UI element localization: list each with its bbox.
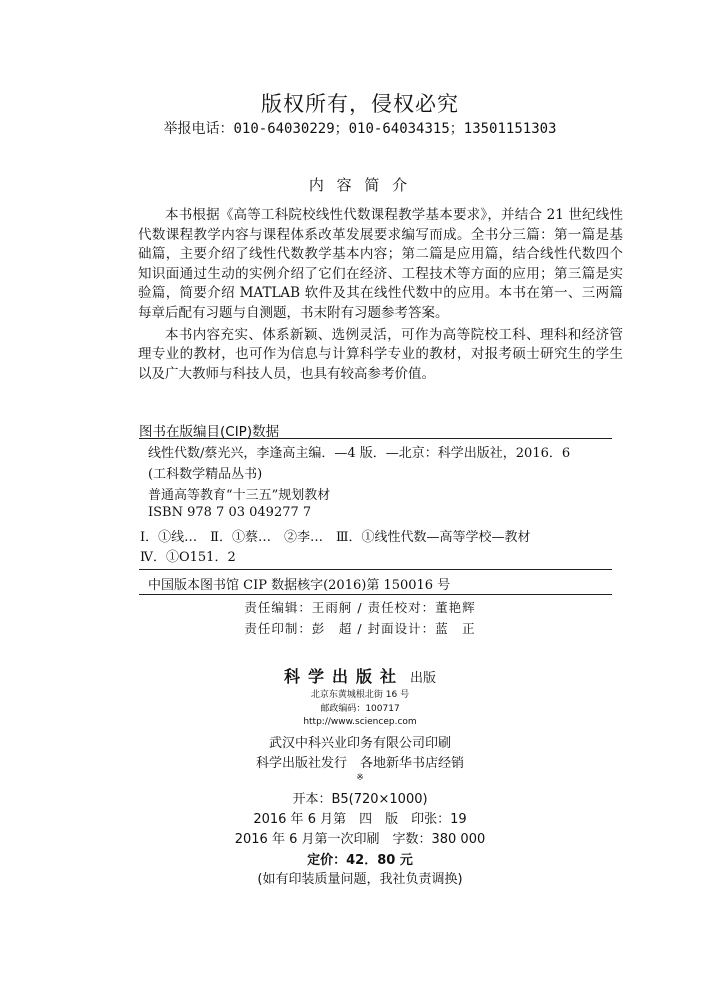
cip-classification-2: Ⅳ．①O151．2 bbox=[140, 550, 236, 565]
cip-classification-1: Ⅰ．①线… Ⅱ．①蔡… ②李… Ⅲ．①线性代数—高等学校—教材 bbox=[140, 530, 531, 545]
distribution: 科学出版社发行 各地新华书店经销 bbox=[255, 756, 464, 771]
edition-info: 2016 年 6 月第 四 版 印张：19 bbox=[253, 812, 467, 827]
intro-heading: 内 容 简 介 bbox=[308, 176, 412, 194]
editors-line-1: 责任编辑：王雨舸 / 责任校对：董艳辉 bbox=[244, 600, 476, 615]
publisher-line bbox=[0, 664, 720, 687]
separator-star: ※ bbox=[356, 773, 364, 783]
publisher-postcode: 邮政编码：100717 bbox=[320, 704, 400, 714]
publisher-address: 北京东黄城根北街 16 号 bbox=[310, 690, 410, 700]
printing-info: 2016 年 6 月第一次印刷 字数：380 000 bbox=[234, 832, 486, 847]
report-hotline: 举报电话：010-64030229；010-64034315；13501151303 bbox=[163, 121, 557, 137]
publisher-suffix: 出版 bbox=[410, 671, 437, 686]
cip-top-rule bbox=[139, 438, 612, 439]
quality-note: (如有印装质量问题，我社负责调换) bbox=[257, 872, 463, 887]
cip-heading: 图书在版编目(CIP)数据 bbox=[139, 424, 280, 440]
publisher-website: http://www.sciencep.com bbox=[303, 717, 417, 727]
intro-paragraph-2: 本书内容充实、体系新颖、选例灵活，可作为高等院校工科、理科和经济管理专业的教材，也可作为信息与计算科学专业的教材，对报考硕士研究生的学生以及广大教师与科技人员，也具有较高参考价值。 bbox=[138, 326, 623, 382]
book-format: 开本：B5(720×1000) bbox=[292, 792, 428, 807]
price: 定价：42．80 元 bbox=[307, 853, 413, 868]
intro-body bbox=[138, 206, 623, 386]
cip-middle-rule bbox=[139, 569, 612, 570]
printer: 武汉中科兴业印务有限公司印刷 bbox=[268, 736, 451, 751]
cip-line-isbn: ISBN 978 7 03 049277 7 bbox=[148, 505, 312, 520]
cip-line-series: (工科数学精品丛书) bbox=[148, 467, 263, 482]
copyright-title: 版权所有，侵权必究 bbox=[261, 92, 459, 116]
cip-line-plan: 普通高等教育“十三五”规划教材 bbox=[148, 488, 331, 503]
editors-line-2: 责任印制：彭 超 / 封面设计：蓝 正 bbox=[244, 621, 476, 636]
cip-bottom-rule bbox=[139, 594, 612, 595]
publisher-logo: 科学出版社 bbox=[283, 667, 404, 686]
cip-number: 中国版本图书馆 CIP 数据核字(2016)第 150016 号 bbox=[148, 578, 451, 593]
cip-line-title: 线性代数/蔡光兴，李逢高主编．—4 版．—北京：科学出版社，2016．6 bbox=[148, 446, 571, 461]
intro-paragraph-1: 本书根据《高等工科院校线性代数课程教学基本要求》，并结合 21 世纪线性代数课程教学内容与课程体系改革发展要求编写而成。全书分三篇：第一篇是基础篇，主要介绍了线性代数教学基本内容；第二篇是应用篇，结合线性代数四个知识面通过生动的实例介绍了它们在经济、工程技术等方面的应用；第三篇是实验篇，简要介绍 MATLAB 软件及其在线性代数中的应用。本书在第一、三两篇每章后配有习题与自测题，书末附有习题参考答案。 bbox=[138, 207, 623, 321]
